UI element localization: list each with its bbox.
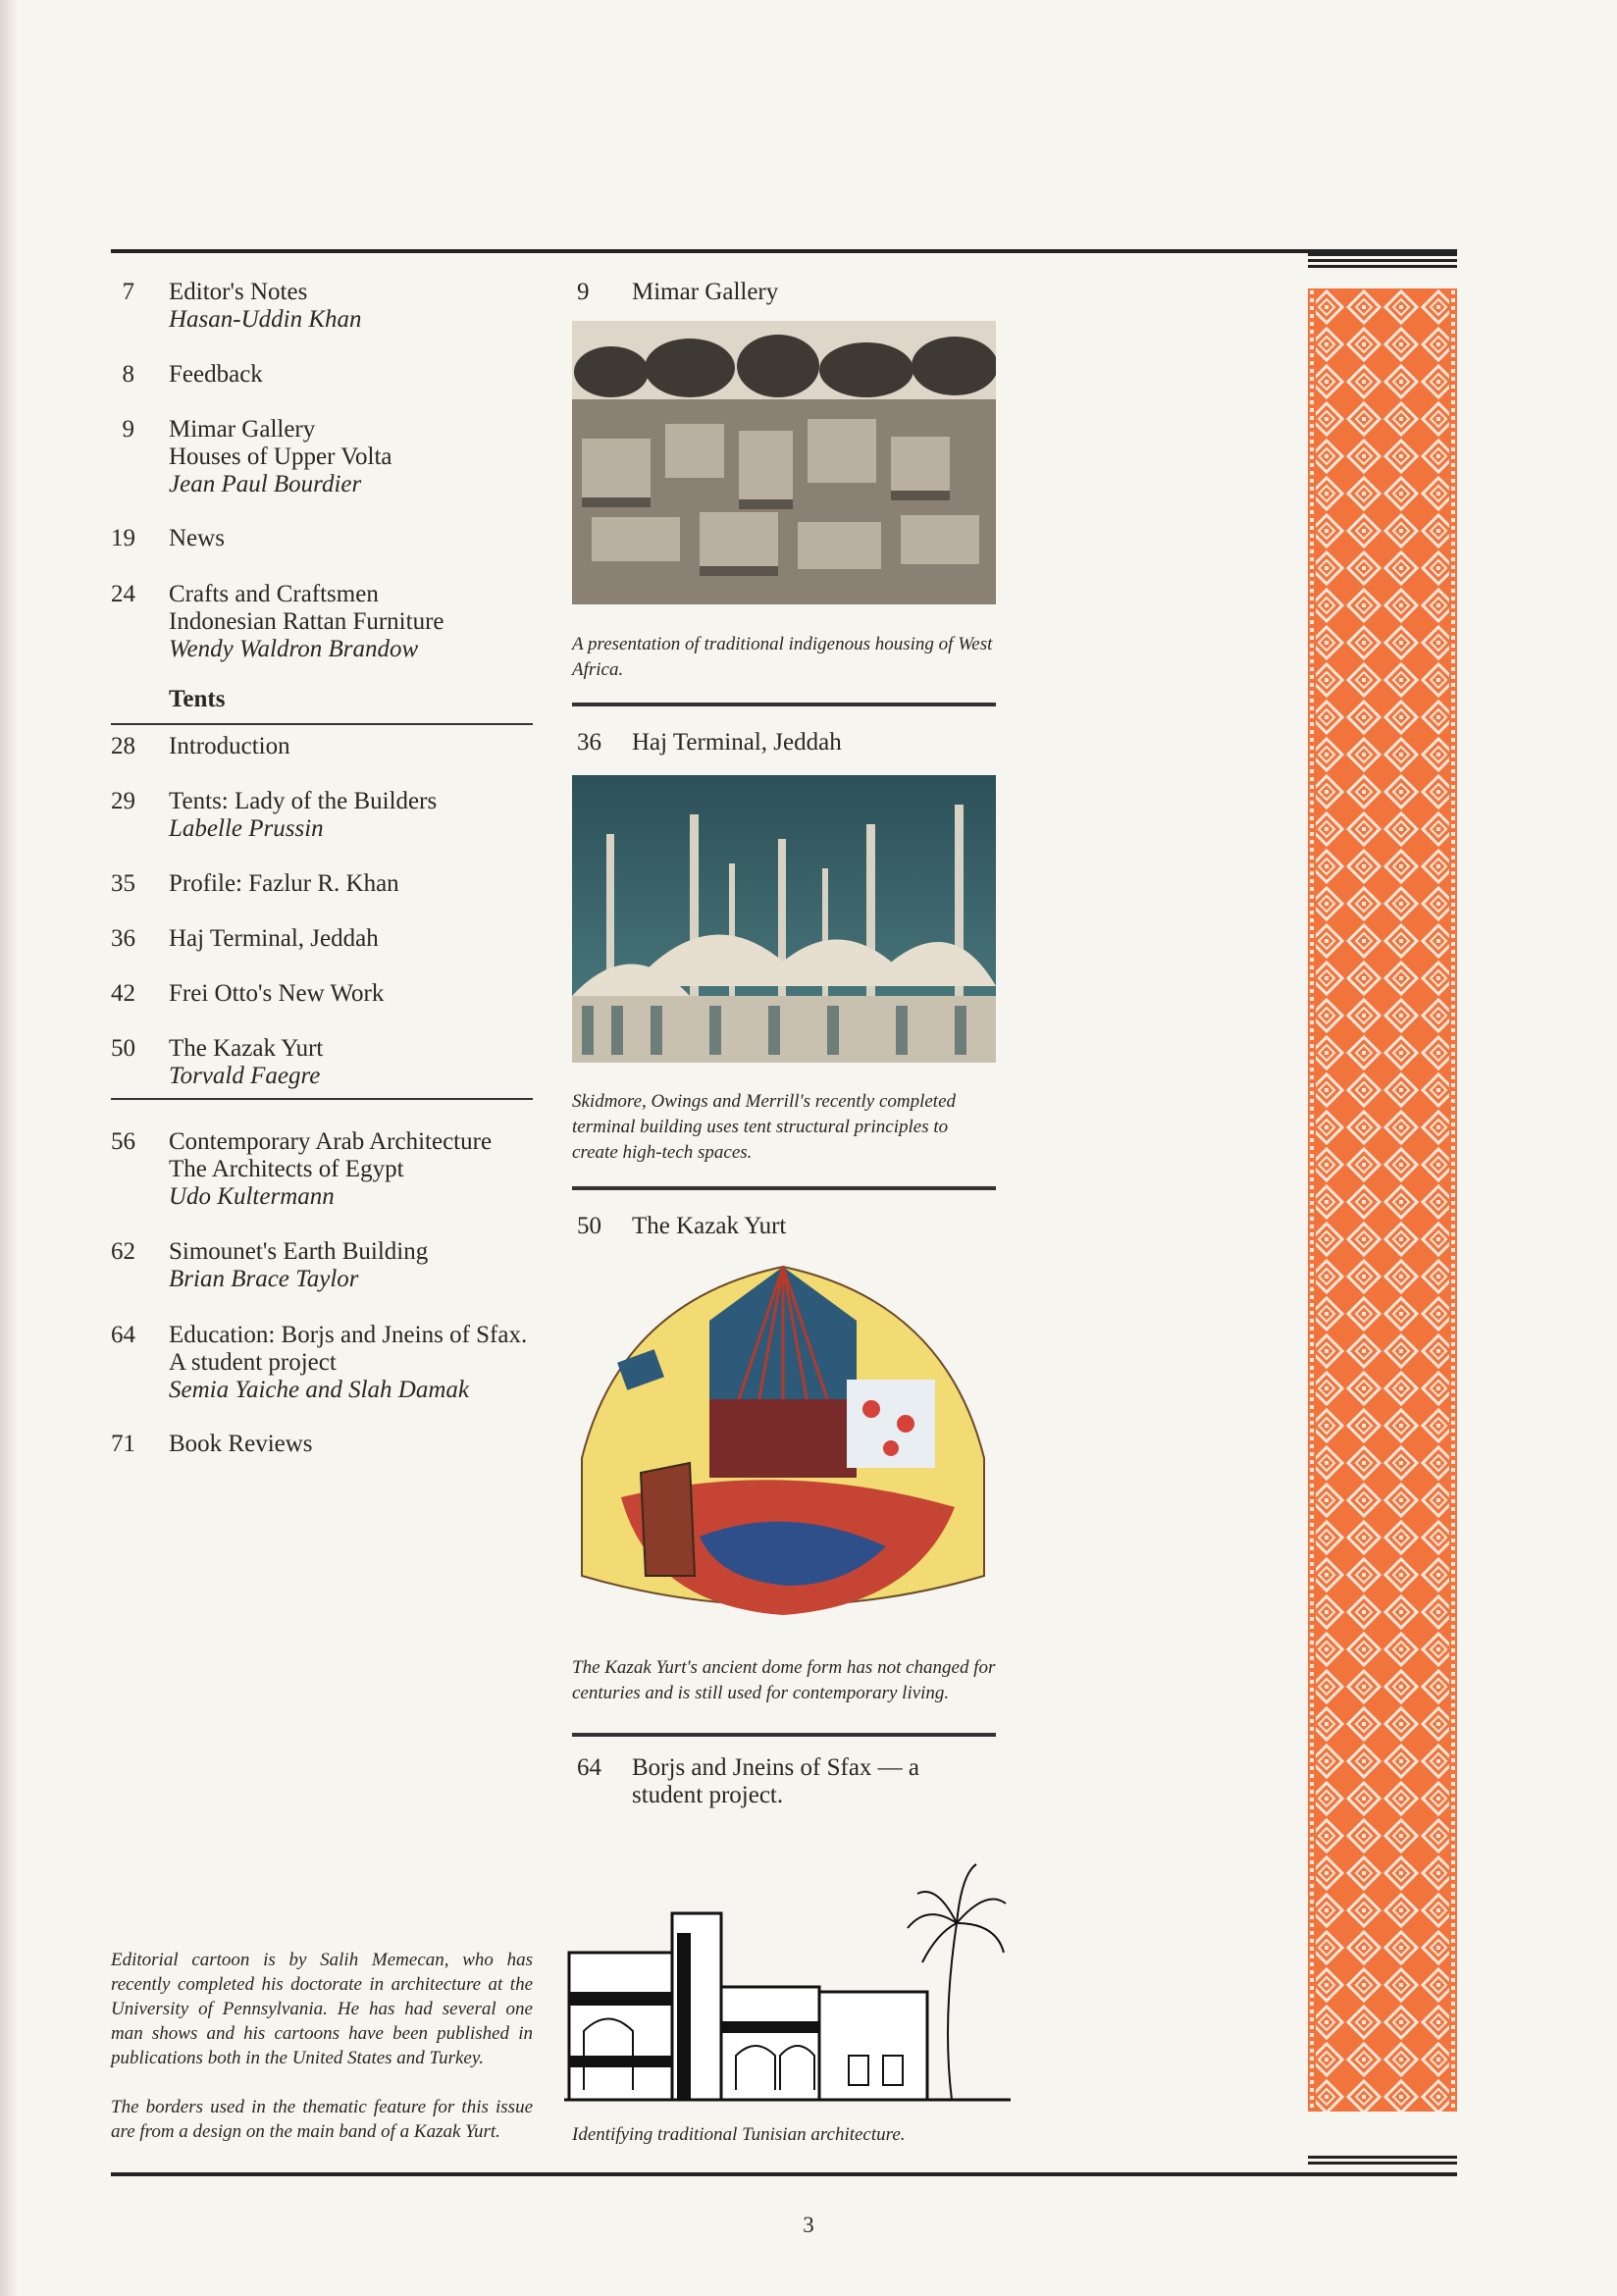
tunisian-architecture-drawing: [564, 1854, 1011, 2105]
toc-entry: 50 The Kazak Yurt Torvald Faegre: [111, 1035, 324, 1089]
kazak-yurt-pattern-band: [1308, 288, 1457, 2112]
toc-entry: 42 Frei Otto's New Work: [111, 980, 385, 1007]
toc-entry: 35 Profile: Fazlur R. Khan: [111, 870, 399, 897]
band-bottom-rules: [1308, 2156, 1457, 2167]
section-end-rule: [111, 1098, 533, 1100]
feature-heading: 50 The Kazak Yurt: [577, 1213, 787, 1239]
page-number: 3: [803, 2213, 814, 2237]
kazak-yurt-illustration: [562, 1262, 1004, 1635]
toc-entry: 36 Haj Terminal, Jeddah: [111, 925, 379, 952]
mimar-gallery-photo: [572, 321, 996, 604]
feature-rule: [572, 1186, 996, 1190]
feature-caption: The Kazak Yurt's ancient dome form has not changed for centuries and is still used for contemporary living.: [572, 1657, 996, 1703]
feature-heading: 9 Mimar Gallery: [577, 279, 779, 305]
feature-caption: Identifying traditional Tunisian architecture.: [572, 2124, 906, 2145]
cartoon-credit-note: Editorial cartoon is by Salih Memecan, who has recently completed his doctorate in architecture at the University of Pennsylvania. He has had several one man shows and his cartoons have been published in publications both in the United States and Turkey.: [111, 1950, 533, 2068]
toc-entry: 7 Editor's Notes Hasan-Uddin Khan: [122, 279, 362, 333]
toc-entry: 8 Feedback: [122, 361, 263, 388]
toc-entry: 64 Education: Borjs and Jneins of Sfax. A student project Semia Yaiche and Slah Damak: [111, 1322, 528, 1403]
page-gutter-shadow: [0, 0, 18, 2296]
section-heading-tents: Tents: [169, 686, 226, 712]
top-rule: [111, 249, 1457, 253]
feature-heading: 36 Haj Terminal, Jeddah: [577, 729, 842, 756]
borders-note: The borders used in the thematic feature for this issue are from a design on the main band of a Kazak Yurt.: [111, 2097, 533, 2142]
bottom-rule: [111, 2172, 1457, 2176]
band-top-rules: [1308, 253, 1457, 271]
toc-entry: 29 Tents: Lady of the Builders Labelle Prussin: [111, 788, 438, 842]
toc-entry: 62 Simounet's Earth Building Brian Brace Taylor: [111, 1238, 429, 1292]
section-rule: [111, 723, 533, 725]
toc-entry: 71 Book Reviews: [111, 1431, 313, 1457]
feature-caption: A presentation of traditional indigenous housing of West Africa.: [572, 634, 993, 680]
haj-terminal-photo: [572, 775, 996, 1063]
feature-caption: Skidmore, Owings and Merrill's recently completed terminal building uses tent structural principles to create high-tech spaces.: [572, 1091, 957, 1163]
feature-heading: 64 Borjs and Jneins of Sfax — a student project.: [577, 1754, 920, 1808]
toc-entry: 56 Contemporary Arab Architecture The Architects of Egypt Udo Kultermann: [111, 1128, 493, 1210]
toc-entry: 9 Mimar Gallery Houses of Upper Volta Jean Paul Bourdier: [122, 416, 392, 497]
feature-rule: [572, 1733, 996, 1737]
feature-rule: [572, 703, 996, 706]
toc-entry: 28 Introduction: [111, 733, 290, 759]
toc-entry: 19 News: [111, 525, 225, 551]
toc-entry: 24 Crafts and Craftsmen Indonesian Rattan Furniture Wendy Waldron Brandow: [111, 581, 444, 662]
